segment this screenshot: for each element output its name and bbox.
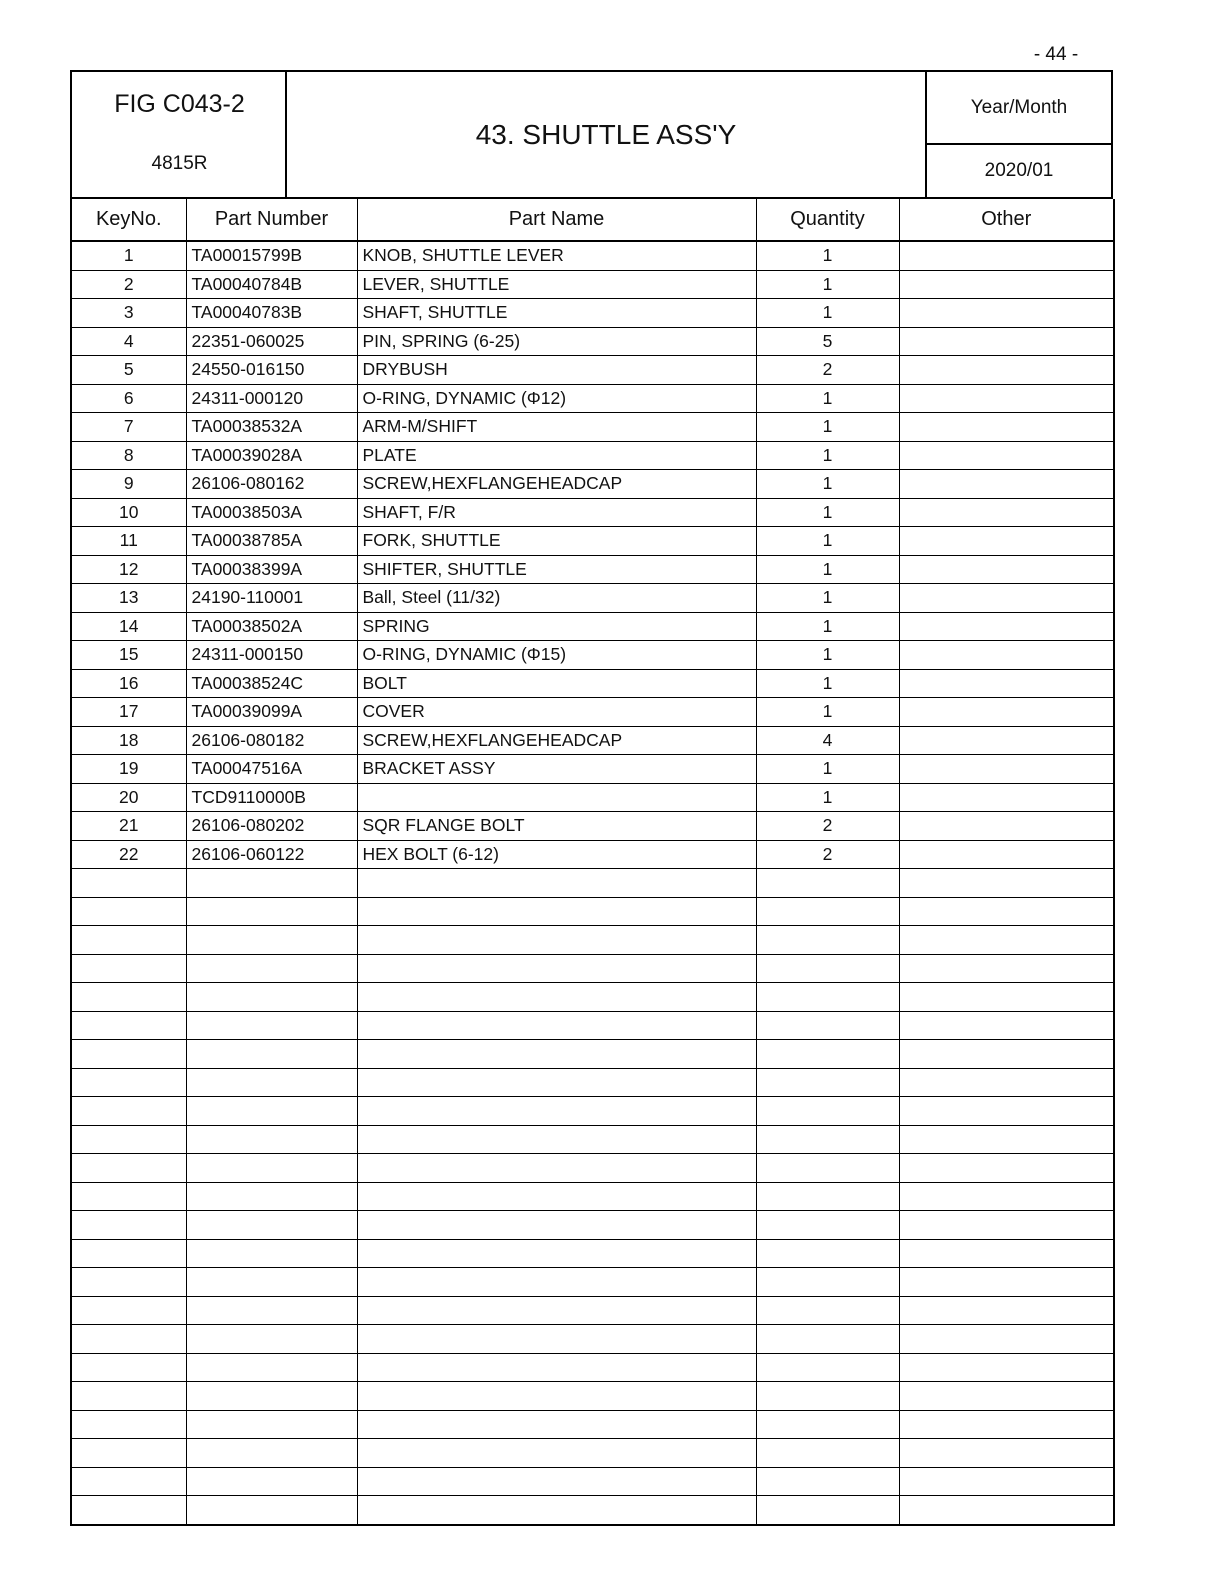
key-number-cell: 5 [71,356,186,385]
part-number-cell: 22351-060025 [186,327,357,356]
empty-cell [756,1040,899,1069]
empty-cell [186,897,357,926]
table-row [71,755,1114,784]
table-row [71,527,1114,556]
other-cell [899,641,1114,670]
other-cell [899,555,1114,584]
empty-cell [756,1125,899,1154]
empty-cell [186,954,357,983]
empty-cell [899,1410,1114,1439]
empty-cell [357,1296,756,1325]
key-number-cell: 2 [71,270,186,299]
key-number-cell: 16 [71,669,186,698]
empty-table-row [71,1040,1114,1069]
empty-cell [357,1154,756,1183]
empty-cell [756,1068,899,1097]
empty-cell [186,1154,357,1183]
parts-table [70,199,1115,1526]
empty-table-row [71,1467,1114,1496]
empty-cell [357,1097,756,1126]
quantity-cell: 2 [756,356,899,385]
empty-cell [71,1211,186,1240]
empty-cell [71,1182,186,1211]
part-name-cell: PLATE [357,441,756,470]
other-cell [899,584,1114,613]
table-row [71,498,1114,527]
empty-cell [899,983,1114,1012]
part-name-cell: FORK, SHUTTLE [357,527,756,556]
part-name-cell: BRACKET ASSY [357,755,756,784]
figure-box [72,72,287,197]
key-number-cell: 10 [71,498,186,527]
part-number-cell: 26106-080202 [186,812,357,841]
column-header-part-name: Part Name [357,199,756,241]
part-name-cell: KNOB, SHUTTLE LEVER [357,241,756,270]
empty-table-row [71,1496,1114,1525]
table-row [71,783,1114,812]
table-header-row [71,199,1114,241]
part-name-cell: HEX BOLT (6-12) [357,840,756,869]
empty-cell [899,1068,1114,1097]
part-number-cell: TA00039099A [186,698,357,727]
other-cell [899,384,1114,413]
empty-cell [756,1353,899,1382]
empty-cell [71,1239,186,1268]
empty-cell [71,1068,186,1097]
empty-cell [899,1011,1114,1040]
quantity-cell: 5 [756,327,899,356]
empty-cell [357,1353,756,1382]
table-row [71,270,1114,299]
column-header-quantity: Quantity [756,199,899,241]
empty-cell [357,1239,756,1268]
empty-cell [71,1410,186,1439]
empty-cell [186,1439,357,1468]
table-row [71,812,1114,841]
empty-cell [899,1325,1114,1354]
other-cell [899,812,1114,841]
key-number-cell: 8 [71,441,186,470]
empty-table-row [71,1239,1114,1268]
empty-cell [71,1125,186,1154]
quantity-cell: 1 [756,299,899,328]
empty-cell [756,954,899,983]
empty-cell [71,1154,186,1183]
part-number-cell: TA00047516A [186,755,357,784]
key-number-cell: 3 [71,299,186,328]
empty-cell [899,1496,1114,1525]
empty-cell [71,1353,186,1382]
empty-cell [186,1239,357,1268]
other-cell [899,698,1114,727]
empty-cell [899,897,1114,926]
column-header-other: Other [899,199,1114,241]
empty-cell [357,1496,756,1525]
empty-cell [357,1268,756,1297]
table-row [71,299,1114,328]
empty-cell [186,869,357,898]
part-number-cell: TA00038503A [186,498,357,527]
empty-cell [186,1410,357,1439]
quantity-cell: 1 [756,669,899,698]
key-number-cell: 21 [71,812,186,841]
empty-cell [357,897,756,926]
empty-cell [756,1439,899,1468]
page-title: 43. SHUTTLE ASS'Y [287,72,927,197]
part-name-cell [357,783,756,812]
key-number-cell: 12 [71,555,186,584]
other-cell [899,498,1114,527]
table-row [71,441,1114,470]
empty-cell [186,1467,357,1496]
empty-cell [756,1182,899,1211]
column-header-keyno: KeyNo. [71,199,186,241]
other-cell [899,299,1114,328]
empty-table-row [71,1068,1114,1097]
empty-cell [71,983,186,1012]
key-number-cell: 11 [71,527,186,556]
part-number-cell: TA00038532A [186,413,357,442]
empty-cell [899,1154,1114,1183]
quantity-cell: 2 [756,812,899,841]
empty-cell [357,1182,756,1211]
empty-cell [357,954,756,983]
empty-table-row [71,1325,1114,1354]
empty-cell [756,1325,899,1354]
quantity-cell: 1 [756,612,899,641]
other-cell [899,413,1114,442]
key-number-cell: 4 [71,327,186,356]
empty-cell [899,954,1114,983]
empty-cell [71,1268,186,1297]
part-number-cell: 24311-000120 [186,384,357,413]
part-number-cell: TA00038524C [186,669,357,698]
key-number-cell: 14 [71,612,186,641]
quantity-cell: 1 [756,698,899,727]
empty-cell [186,1182,357,1211]
part-number-cell: TA00040784B [186,270,357,299]
empty-table-row [71,1125,1114,1154]
empty-cell [357,1068,756,1097]
empty-table-row [71,1011,1114,1040]
part-name-cell: SCREW,HEXFLANGEHEADCAP [357,470,756,499]
part-name-cell: SQR FLANGE BOLT [357,812,756,841]
empty-cell [899,1467,1114,1496]
empty-cell [899,1040,1114,1069]
part-number-cell: TA00040783B [186,299,357,328]
table-row [71,669,1114,698]
part-name-cell: PIN, SPRING (6-25) [357,327,756,356]
part-number-cell: TA00015799B [186,241,357,270]
empty-cell [899,1439,1114,1468]
part-number-cell: TA00038785A [186,527,357,556]
empty-table-row [71,897,1114,926]
empty-table-row [71,1097,1114,1126]
part-name-cell: SPRING [357,612,756,641]
part-name-cell: COVER [357,698,756,727]
part-number-cell: TCD9110000B [186,783,357,812]
other-cell [899,726,1114,755]
empty-cell [899,1353,1114,1382]
empty-cell [756,1268,899,1297]
empty-table-row [71,869,1114,898]
empty-cell [756,1154,899,1183]
table-row [71,726,1114,755]
quantity-cell: 1 [756,783,899,812]
key-number-cell: 9 [71,470,186,499]
year-month-label: Year/Month [927,72,1111,145]
other-cell [899,470,1114,499]
quantity-cell: 1 [756,584,899,613]
empty-cell [899,1211,1114,1240]
table-row [71,413,1114,442]
empty-cell [186,1496,357,1525]
part-name-cell: LEVER, SHUTTLE [357,270,756,299]
empty-cell [186,1097,357,1126]
part-name-cell: DRYBUSH [357,356,756,385]
empty-cell [71,1040,186,1069]
quantity-cell: 1 [756,441,899,470]
other-cell [899,327,1114,356]
part-number-cell: 24550-016150 [186,356,357,385]
key-number-cell: 6 [71,384,186,413]
empty-cell [186,1125,357,1154]
quantity-cell: 1 [756,241,899,270]
part-name-cell: O-RING, DYNAMIC (Φ15) [357,641,756,670]
part-name-cell: SHAFT, F/R [357,498,756,527]
empty-cell [357,1410,756,1439]
table-row [71,612,1114,641]
empty-cell [899,1268,1114,1297]
empty-cell [357,1325,756,1354]
key-number-cell: 19 [71,755,186,784]
table-row [71,470,1114,499]
empty-cell [357,1011,756,1040]
quantity-cell: 1 [756,555,899,584]
empty-cell [186,1353,357,1382]
key-number-cell: 1 [71,241,186,270]
empty-table-row [71,983,1114,1012]
empty-table-row [71,926,1114,955]
sheet-header [70,70,1113,199]
empty-cell [756,1467,899,1496]
figure-code: FIG C043-2 [114,90,245,118]
empty-cell [756,1239,899,1268]
table-row [71,241,1114,270]
key-number-cell: 18 [71,726,186,755]
key-number-cell: 7 [71,413,186,442]
other-cell [899,612,1114,641]
quantity-cell: 1 [756,527,899,556]
empty-cell [899,1125,1114,1154]
empty-cell [186,1296,357,1325]
empty-cell [71,1382,186,1411]
empty-cell [899,1097,1114,1126]
empty-cell [186,1325,357,1354]
empty-table-row [71,1410,1114,1439]
empty-cell [756,926,899,955]
empty-table-row [71,1182,1114,1211]
column-header-part-number: Part Number [186,199,357,241]
empty-cell [357,1439,756,1468]
part-number-cell: TA00039028A [186,441,357,470]
part-name-cell: BOLT [357,669,756,698]
part-number-cell: 24311-000150 [186,641,357,670]
part-name-cell: O-RING, DYNAMIC (Φ12) [357,384,756,413]
empty-cell [357,869,756,898]
empty-cell [71,954,186,983]
empty-cell [71,1496,186,1525]
empty-cell [186,983,357,1012]
empty-cell [756,1097,899,1126]
table-row [71,356,1114,385]
part-name-cell: SHAFT, SHUTTLE [357,299,756,328]
empty-cell [756,1296,899,1325]
part-number-cell: 26106-080162 [186,470,357,499]
part-name-cell: SCREW,HEXFLANGEHEADCAP [357,726,756,755]
parts-table-body [71,241,1114,1525]
empty-cell [357,983,756,1012]
empty-cell [357,1382,756,1411]
page-number: - 44 - [1033,44,1079,65]
quantity-cell: 1 [756,384,899,413]
empty-cell [186,1040,357,1069]
key-number-cell: 20 [71,783,186,812]
empty-table-row [71,1268,1114,1297]
other-cell [899,241,1114,270]
empty-table-row [71,1211,1114,1240]
empty-cell [186,926,357,955]
other-cell [899,441,1114,470]
empty-table-row [71,1382,1114,1411]
empty-table-row [71,1439,1114,1468]
empty-table-row [71,1296,1114,1325]
quantity-cell: 1 [756,498,899,527]
empty-table-row [71,1353,1114,1382]
table-row [71,555,1114,584]
empty-table-row [71,954,1114,983]
table-row [71,584,1114,613]
other-cell [899,755,1114,784]
empty-cell [756,1382,899,1411]
empty-cell [71,1439,186,1468]
empty-cell [756,869,899,898]
empty-cell [899,1239,1114,1268]
part-number-cell: 24190-110001 [186,584,357,613]
table-row [71,641,1114,670]
empty-cell [899,1296,1114,1325]
quantity-cell: 1 [756,755,899,784]
empty-cell [186,1068,357,1097]
empty-cell [186,1382,357,1411]
empty-cell [357,926,756,955]
empty-cell [186,1211,357,1240]
table-row [71,698,1114,727]
part-name-cell: ARM-M/SHIFT [357,413,756,442]
table-row [71,327,1114,356]
table-row [71,384,1114,413]
empty-cell [186,1011,357,1040]
other-cell [899,840,1114,869]
empty-cell [756,897,899,926]
key-number-cell: 15 [71,641,186,670]
empty-cell [71,926,186,955]
empty-cell [71,897,186,926]
key-number-cell: 13 [71,584,186,613]
year-month-box [927,72,1111,197]
parts-sheet [70,70,1113,1526]
part-number-cell: TA00038502A [186,612,357,641]
empty-cell [71,1011,186,1040]
other-cell [899,783,1114,812]
quantity-cell: 1 [756,470,899,499]
key-number-cell: 17 [71,698,186,727]
quantity-cell: 1 [756,413,899,442]
quantity-cell: 4 [756,726,899,755]
empty-cell [71,1325,186,1354]
part-number-cell: TA00038399A [186,555,357,584]
model-number: 4815R [151,153,208,174]
table-row [71,840,1114,869]
empty-cell [756,1011,899,1040]
empty-cell [357,1467,756,1496]
empty-cell [756,1211,899,1240]
other-cell [899,669,1114,698]
other-cell [899,527,1114,556]
empty-cell [71,1467,186,1496]
empty-cell [357,1040,756,1069]
empty-cell [71,1097,186,1126]
empty-cell [357,1211,756,1240]
empty-cell [756,983,899,1012]
empty-cell [756,1496,899,1525]
other-cell [899,356,1114,385]
part-number-cell: 26106-080182 [186,726,357,755]
empty-cell [186,1268,357,1297]
other-cell [899,270,1114,299]
empty-cell [71,1296,186,1325]
quantity-cell: 2 [756,840,899,869]
part-name-cell: Ball, Steel (11/32) [357,584,756,613]
key-number-cell: 22 [71,840,186,869]
part-name-cell: SHIFTER, SHUTTLE [357,555,756,584]
year-month-value: 2020/01 [984,160,1054,181]
empty-cell [899,869,1114,898]
empty-cell [899,1182,1114,1211]
empty-cell [71,869,186,898]
part-number-cell: 26106-060122 [186,840,357,869]
empty-cell [357,1125,756,1154]
quantity-cell: 1 [756,270,899,299]
empty-table-row [71,1154,1114,1183]
empty-cell [899,1382,1114,1411]
empty-cell [899,926,1114,955]
empty-cell [756,1410,899,1439]
quantity-cell: 1 [756,641,899,670]
